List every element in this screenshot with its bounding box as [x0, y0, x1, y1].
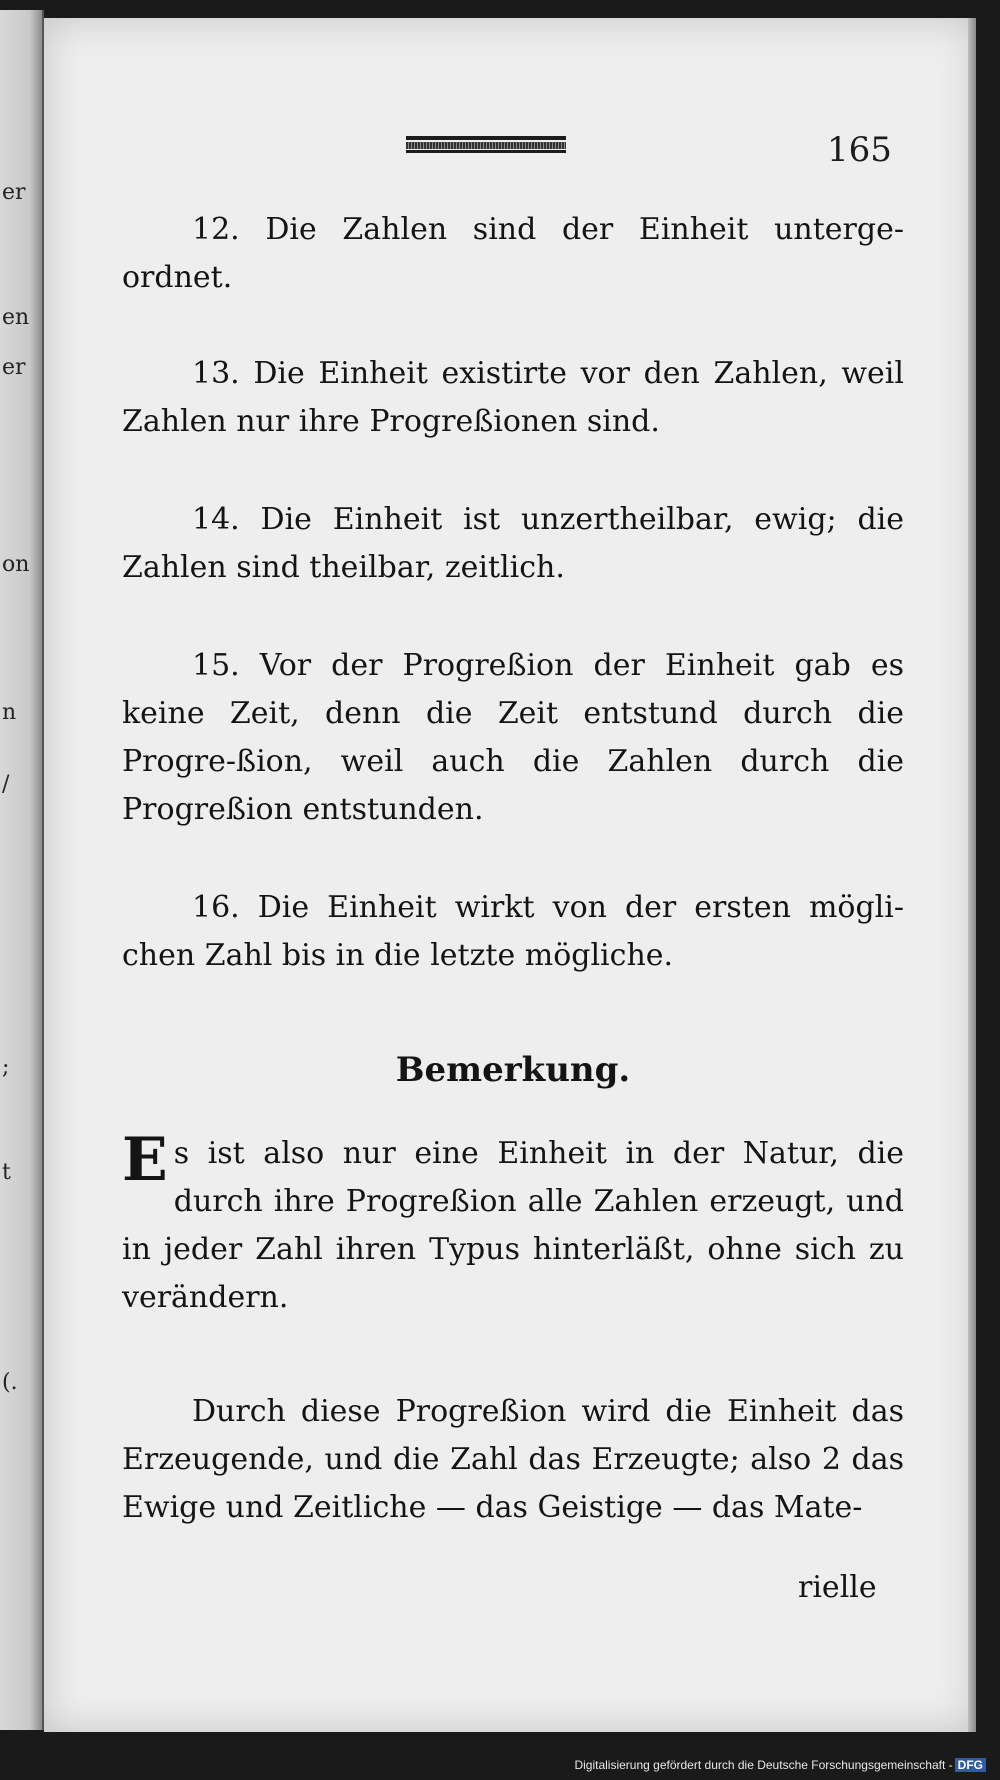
paragraph-text: Durch diese Progreßion wird die Einheit das Erzeugende, und die Zahl das Erzeugte; also 2 das Ewige und Zeitliche — das Geistige — das Mate-	[122, 1394, 904, 1525]
header-ornament-rule	[406, 136, 566, 154]
prev-page-fragment: /	[2, 772, 10, 797]
prev-page-fragment: (.	[2, 1370, 18, 1395]
remark-text: s ist also nur eine Einheit in der Natur, die durch ihre Progreßion alle Zahlen erzeugt, und in jeder Zahl ihren Typus hinterläßt, ohne sich zu verändern.	[122, 1136, 904, 1315]
catchword: rielle	[798, 1570, 877, 1605]
paragraph-12	[122, 206, 904, 302]
previous-page-edge	[0, 10, 44, 1730]
paragraph-15	[122, 642, 904, 834]
remark-paragraph	[122, 1125, 904, 1322]
prev-page-fragment: ;	[2, 1055, 10, 1080]
prev-page-fragment: er	[2, 355, 26, 380]
prev-page-fragment: en	[2, 305, 30, 330]
paragraph-text: 14. Die Einheit ist unzertheilbar, ewig; die Zahlen sind theilbar, zeitlich.	[122, 502, 904, 585]
paragraph-text: 12. Die Zahlen sind der Einheit unterge-ordnet.	[122, 212, 904, 295]
drop-cap-initial: E	[122, 1125, 168, 1195]
paragraph-text: 16. Die Einheit wirkt von der ersten mögli-chen Zahl bis in die letzte mögliche.	[122, 890, 904, 973]
credit-text: Digitalisierung gefördert durch die Deutsche Forschungsgemeinschaft -	[574, 1758, 953, 1772]
closing-paragraph	[122, 1388, 904, 1532]
section-heading: Bemerkung.	[395, 1050, 631, 1090]
paragraph-text: 13. Die Einheit existirte vor den Zahlen, weil Zahlen nur ihre Progreßionen sind.	[122, 356, 904, 439]
paragraph-16	[122, 884, 904, 980]
prev-page-fragment: on	[2, 552, 30, 577]
paragraph-14	[122, 496, 904, 592]
book-page	[44, 18, 976, 1732]
digitization-credit	[574, 1758, 986, 1772]
page-number: 165	[827, 130, 892, 170]
prev-page-fragment: er	[2, 180, 26, 205]
dfg-logo: DFG	[955, 1758, 986, 1772]
paragraph-text: 15. Vor der Progreßion der Einheit gab es keine Zeit, denn die Zeit entstund durch die Progre-ßion, weil auch die Zahlen durch die Progreßion entstunden.	[122, 648, 904, 827]
prev-page-fragment: n	[2, 700, 17, 725]
paragraph-13	[122, 350, 904, 446]
prev-page-fragment: t	[2, 1160, 11, 1185]
